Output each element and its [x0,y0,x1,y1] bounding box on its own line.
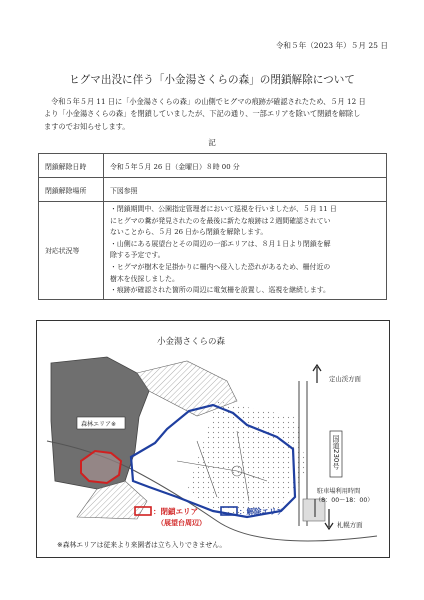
notice-table [38,153,387,300]
arrow-down-icon [325,509,333,529]
road-label: 国道230号 [332,435,340,470]
bullet-line: ないことから、５月 26 日から閉鎖を解除します。 [110,228,268,237]
response-bullets [104,202,387,300]
dotted-terrain [187,401,307,517]
document-title: ヒグマ出没に伴う「小金湯さくらの森」の閉鎖解除について [69,74,355,86]
row-header-response: 対応状況等 [39,202,104,300]
table-row [39,154,387,178]
bullet-line: ・ヒグマが樹木を足掛かりに柵内へ侵入した恐れがあるため、柵付近の [110,262,331,271]
row-header-date: 閉鎖解除日時 [39,154,104,178]
table-row [39,178,387,202]
parking-label: 駐車場利用時間 [317,488,361,495]
document-date: 令和５年（2023 年）５月 25 日 [275,41,388,50]
closed-area-outline [81,451,121,483]
legend-open-label: ：解除エリア [239,507,284,516]
ki-heading: 記 [208,138,216,147]
arrow-up-icon [313,365,321,383]
table-row [39,202,387,300]
direction-top: 定山渓方面 [329,375,361,383]
row-header-location: 閉鎖解除場所 [39,178,104,202]
intro-line: より「小金湯さくらの森」を閉鎖していましたが、下記の通り、一部エリアを除いて閉鎖を解除し [44,109,361,119]
row-value-location: 下図参照 [104,178,387,202]
bullet-line: ・閉鎖期間中、公園指定管理者において巡視を行いましたが、５月 11 日 [110,205,337,213]
park-map [36,320,390,558]
legend-closed-label: ：閉鎖エリア [153,507,198,516]
bullet-line: ・山側にある展望台とその周辺の一部エリアは、８月１日より閉鎖を解 [110,239,331,248]
row-value-date: 令和５年５月 26 日（金曜日）８時 00 分 [104,154,387,178]
map-title: 小金湯さくらの森 [157,337,226,347]
bullet-line: ・痕跡が確認された箇所の周辺に電気柵を設置し、巡視を継続します。 [110,286,330,295]
bullet-line: 除する予定です。 [110,251,165,260]
bullet-line: 樹木を伐採しました。 [110,274,179,283]
direction-bottom: 札幌方面 [337,521,363,529]
parking-hours: （8：00～18：00） [315,497,374,504]
intro-paragraph [44,96,388,133]
forest-area-label: 森林エリア※ [81,421,117,428]
map-note: ※森林エリアは従来より来園者は立ち入りできません。 [57,541,227,549]
legend-closed-sub: （展望台周辺） [157,519,206,527]
intro-line: ますのでお知らせします。 [44,121,130,131]
intro-line: 令和５年５月 11 日に「小金湯さくらの森」の山側でヒグマの痕跡が確認されたため、５月 12 日 [51,97,366,106]
bullet-line: にヒグマの糞が発見されたのを最後に新たな痕跡は２週間確認されてい [110,216,331,225]
